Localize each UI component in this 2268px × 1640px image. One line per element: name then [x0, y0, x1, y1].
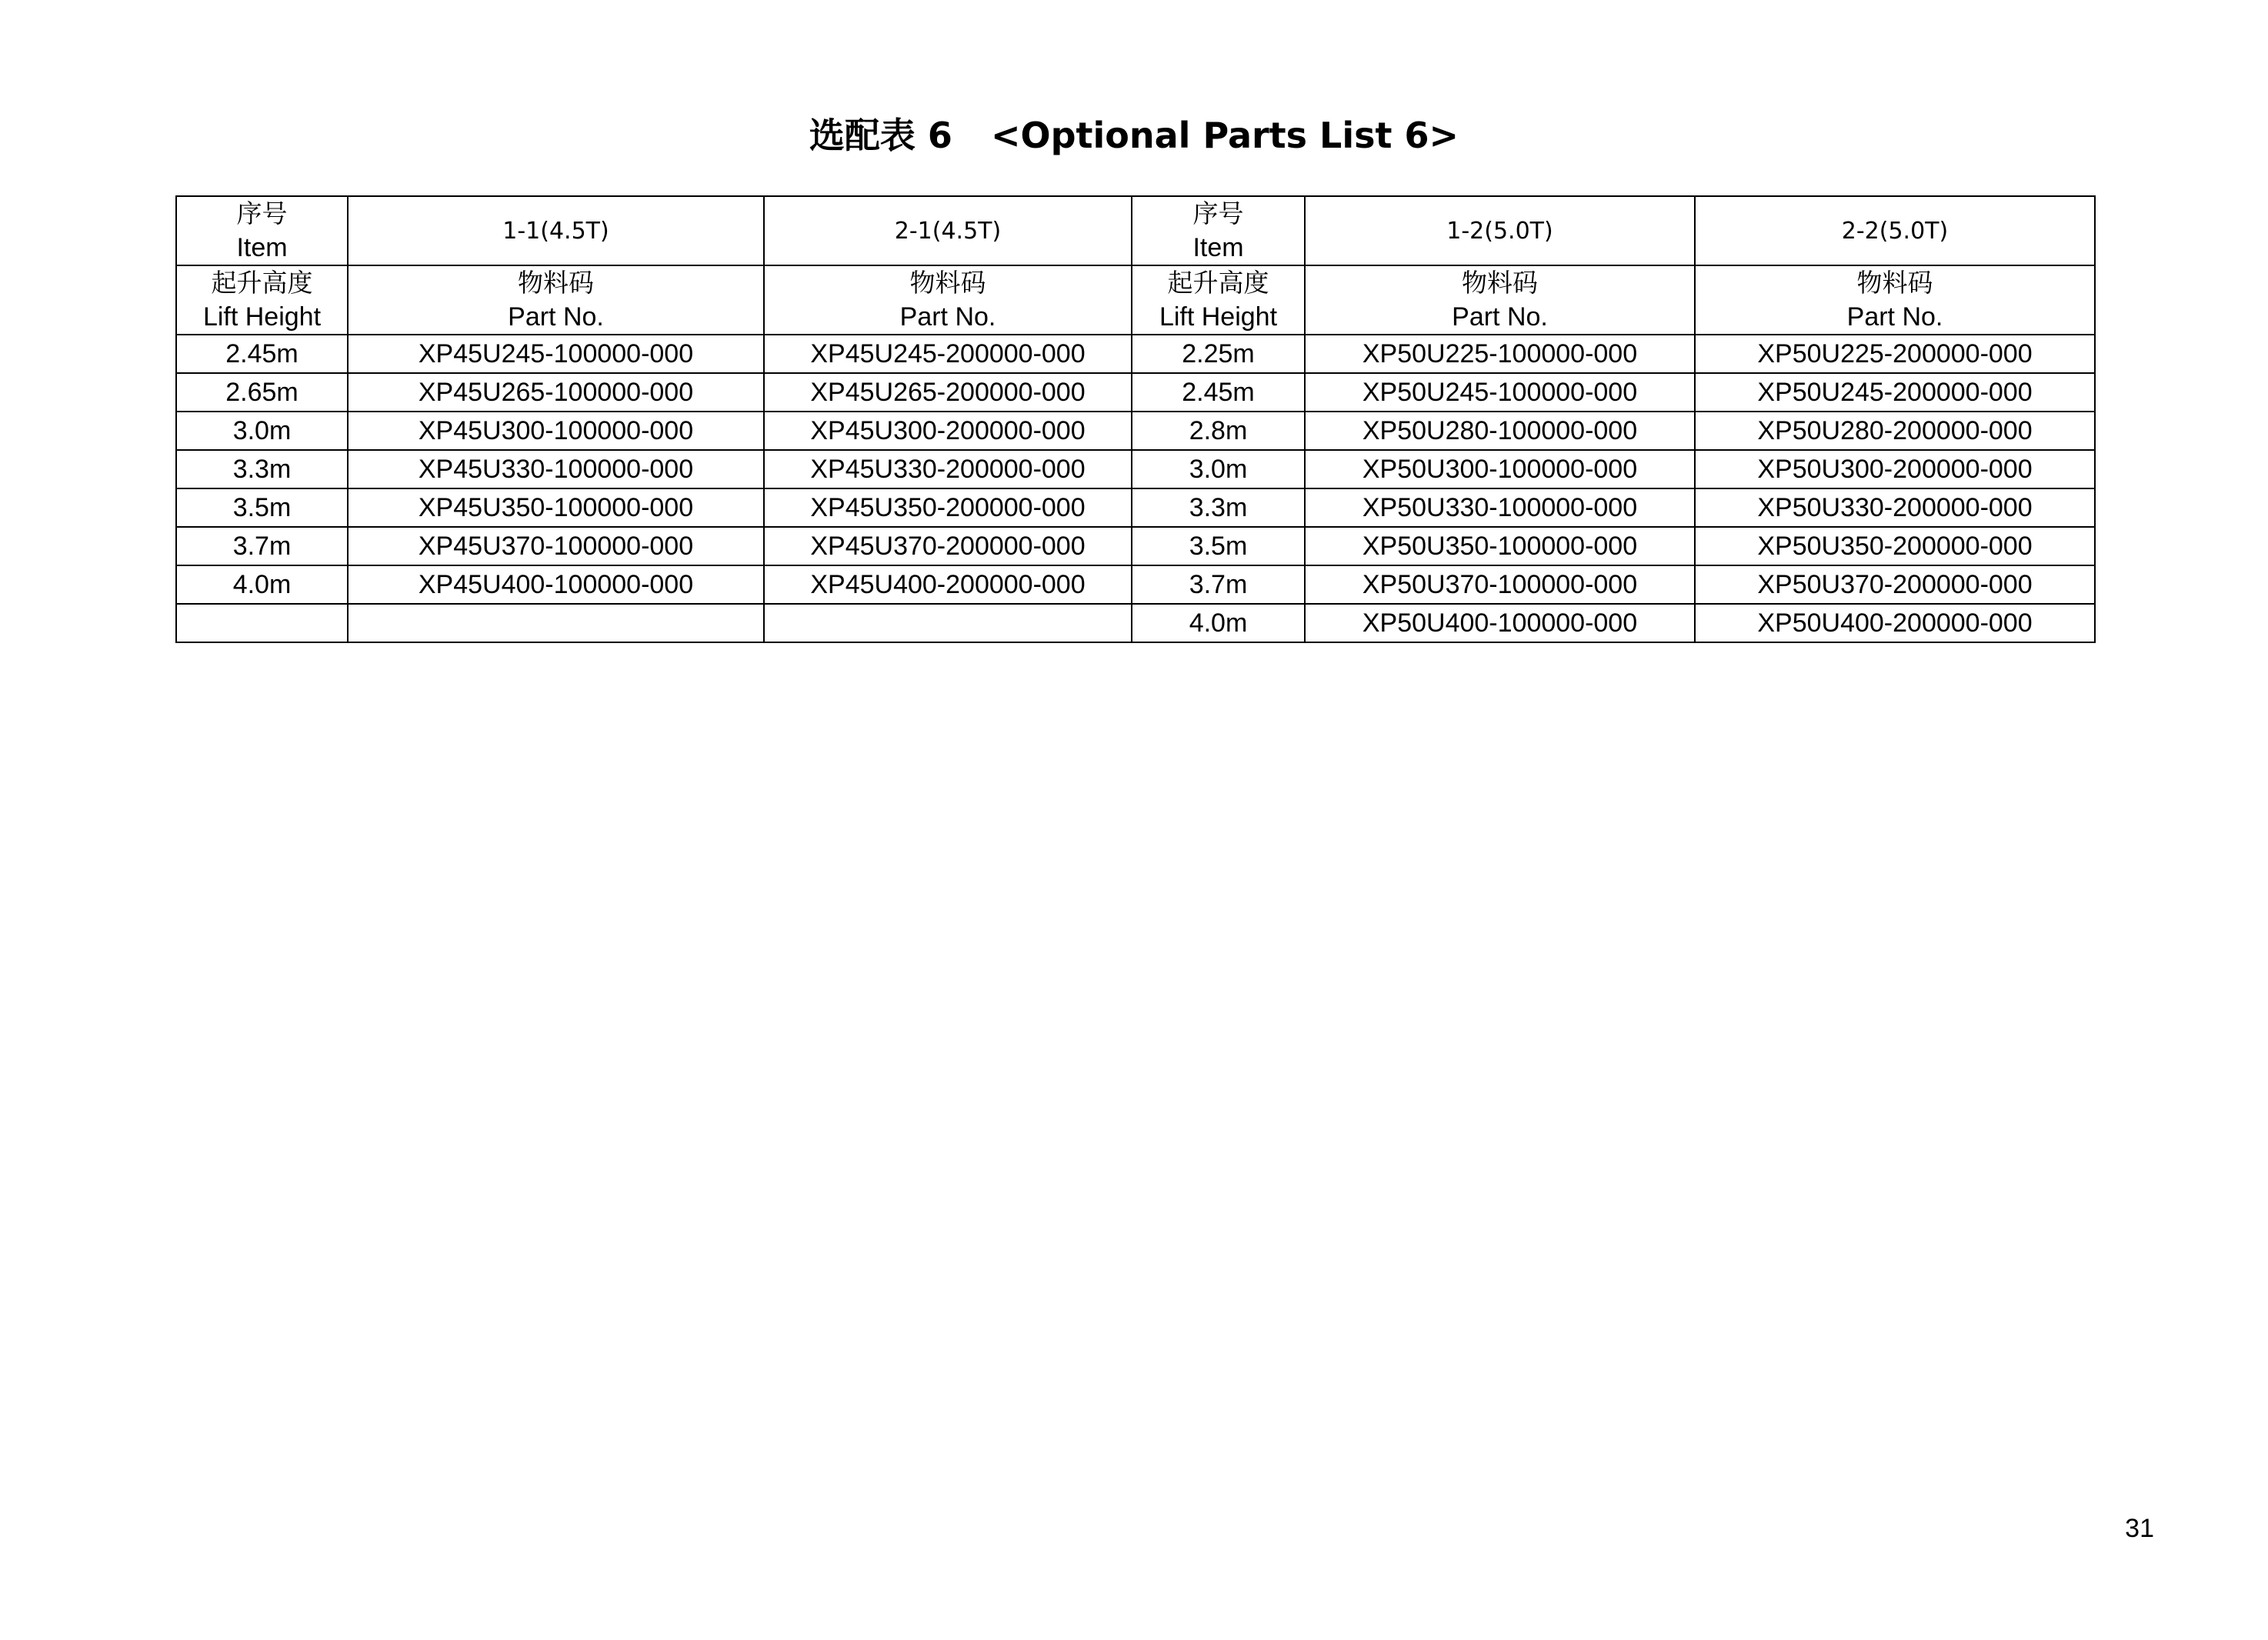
model-label: 1-2(5.0T) — [1446, 218, 1553, 245]
table-row — [176, 604, 2095, 642]
part-no-cell: XP50U370-100000-000 — [1305, 565, 1695, 604]
part-no-cell: XP45U400-100000-000 — [348, 565, 764, 604]
part-no-cell: XP50U400-100000-000 — [1305, 604, 1695, 642]
page-title — [0, 108, 2268, 158]
part-no-cell: XP45U350-100000-000 — [348, 488, 764, 527]
header-part-cn: 物料码 — [518, 268, 594, 298]
header-row-model — [176, 196, 2095, 265]
part-no-cell: XP50U245-100000-000 — [1305, 373, 1695, 412]
lift-height-cell: 4.0m — [1132, 604, 1305, 642]
header-part-cell — [764, 265, 1132, 335]
header-model-cell — [1695, 196, 2095, 265]
header-part-cell — [1305, 265, 1695, 335]
part-no-cell: XP50U370-200000-000 — [1695, 565, 2095, 604]
part-no-cell: XP50U400-200000-000 — [1695, 604, 2095, 642]
table-row — [176, 565, 2095, 604]
part-no-cell: XP50U300-100000-000 — [1305, 450, 1695, 488]
model-label: 2-2(5.0T) — [1841, 218, 1949, 245]
header-lift-cn: 起升高度 — [211, 268, 313, 298]
table-row — [176, 373, 2095, 412]
table-row — [176, 450, 2095, 488]
part-no-cell: XP45U245-200000-000 — [764, 335, 1132, 373]
table-row — [176, 527, 2095, 565]
header-model-cell — [764, 196, 1132, 265]
page-title-cn: 选配表 6 — [809, 115, 952, 156]
lift-height-cell: 2.65m — [176, 373, 348, 412]
part-no-cell: XP50U245-200000-000 — [1695, 373, 2095, 412]
page-number: 31 — [2125, 1514, 2154, 1543]
part-no-cell: XP45U370-100000-000 — [348, 527, 764, 565]
header-item-en: Item — [236, 233, 288, 262]
header-item-cell-2 — [1132, 196, 1305, 265]
part-no-cell: XP50U300-200000-000 — [1695, 450, 2095, 488]
part-no-cell: XP45U265-200000-000 — [764, 373, 1132, 412]
model-label: 2-1(4.5T) — [894, 218, 1002, 245]
table-row — [176, 335, 2095, 373]
header-part-en: Part No. — [1846, 302, 1943, 332]
lift-height-cell: 4.0m — [176, 565, 348, 604]
part-no-cell: XP45U330-100000-000 — [348, 450, 764, 488]
lift-height-cell: 3.5m — [1132, 527, 1305, 565]
header-part-cn: 物料码 — [1462, 268, 1538, 298]
header-lift-en: Lift Height — [1159, 302, 1278, 332]
lift-height-cell: 2.45m — [176, 335, 348, 373]
page-title-en: <Optional Parts List 6> — [990, 115, 1459, 156]
header-lift-cn: 起升高度 — [1167, 268, 1269, 298]
lift-height-cell: 3.3m — [1132, 488, 1305, 527]
lift-height-cell: 2.45m — [1132, 373, 1305, 412]
model-label: 1-1(4.5T) — [502, 218, 609, 245]
lift-height-cell — [176, 604, 348, 642]
part-no-cell: XP50U225-100000-000 — [1305, 335, 1695, 373]
header-part-en: Part No. — [508, 302, 604, 332]
header-part-cell — [1695, 265, 2095, 335]
header-part-cn: 物料码 — [909, 268, 986, 298]
header-item-en: Item — [1192, 233, 1244, 262]
part-no-cell: XP50U350-200000-000 — [1695, 527, 2095, 565]
part-no-cell: XP45U300-200000-000 — [764, 412, 1132, 450]
lift-height-cell: 2.25m — [1132, 335, 1305, 373]
lift-height-cell: 3.7m — [176, 527, 348, 565]
header-model-cell — [1305, 196, 1695, 265]
optional-parts-table — [175, 195, 2096, 643]
lift-height-cell: 2.8m — [1132, 412, 1305, 450]
table-row — [176, 488, 2095, 527]
part-no-cell: XP50U280-200000-000 — [1695, 412, 2095, 450]
part-no-cell: XP50U225-200000-000 — [1695, 335, 2095, 373]
header-lift-cell — [176, 265, 348, 335]
part-no-cell: XP50U330-100000-000 — [1305, 488, 1695, 527]
header-row-labels — [176, 265, 2095, 335]
part-no-cell: XP45U370-200000-000 — [764, 527, 1132, 565]
part-no-cell: XP50U280-100000-000 — [1305, 412, 1695, 450]
header-model-cell — [348, 196, 764, 265]
part-no-cell: XP45U300-100000-000 — [348, 412, 764, 450]
lift-height-cell: 3.0m — [1132, 450, 1305, 488]
part-no-cell — [764, 604, 1132, 642]
part-no-cell: XP45U265-100000-000 — [348, 373, 764, 412]
header-lift-en: Lift Height — [202, 302, 322, 332]
header-item-cell-1 — [176, 196, 348, 265]
header-item-cn: 序号 — [236, 198, 288, 228]
lift-height-cell: 3.7m — [1132, 565, 1305, 604]
part-no-cell — [348, 604, 764, 642]
header-part-cn: 物料码 — [1856, 268, 1933, 298]
part-no-cell: XP50U330-200000-000 — [1695, 488, 2095, 527]
header-part-en: Part No. — [1452, 302, 1548, 332]
header-item-cn: 序号 — [1192, 198, 1244, 228]
part-no-cell: XP45U245-100000-000 — [348, 335, 764, 373]
lift-height-cell: 3.3m — [176, 450, 348, 488]
header-part-cell — [348, 265, 764, 335]
lift-height-cell: 3.5m — [176, 488, 348, 527]
table-row — [176, 412, 2095, 450]
part-no-cell: XP45U400-200000-000 — [764, 565, 1132, 604]
lift-height-cell: 3.0m — [176, 412, 348, 450]
part-no-cell: XP45U350-200000-000 — [764, 488, 1132, 527]
part-no-cell: XP50U350-100000-000 — [1305, 527, 1695, 565]
header-part-en: Part No. — [899, 302, 996, 332]
header-lift-cell — [1132, 265, 1305, 335]
part-no-cell: XP45U330-200000-000 — [764, 450, 1132, 488]
